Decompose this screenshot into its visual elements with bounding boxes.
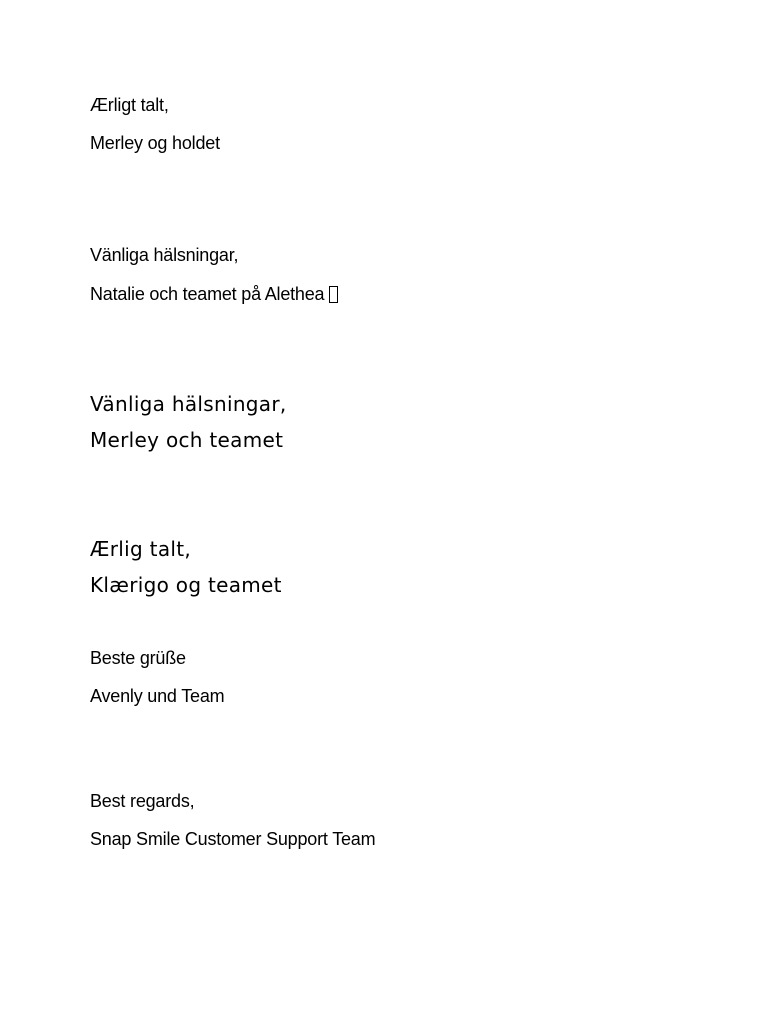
signature-text: Avenly und Team bbox=[90, 686, 225, 706]
signature-text: Natalie och teamet på Alethea bbox=[90, 284, 325, 304]
closing-text: Best regards, bbox=[90, 791, 195, 811]
signature-text: Klærigo og teamet bbox=[90, 573, 282, 597]
closing-text: Vänliga hälsningar, bbox=[90, 245, 239, 265]
closing-text: Ærligt talt, bbox=[90, 95, 169, 115]
closing-text: Beste grüße bbox=[90, 648, 186, 668]
signature-line bbox=[90, 285, 338, 303]
signature-text: Merley och teamet bbox=[90, 428, 284, 452]
signature-text: Snap Smile Customer Support Team bbox=[90, 829, 376, 849]
closing-text: Ærlig talt, bbox=[90, 537, 192, 561]
signature-text: Merley og holdet bbox=[90, 133, 220, 153]
missing-glyph-icon bbox=[329, 286, 338, 303]
closing-text: Vänliga hälsningar, bbox=[90, 392, 287, 416]
